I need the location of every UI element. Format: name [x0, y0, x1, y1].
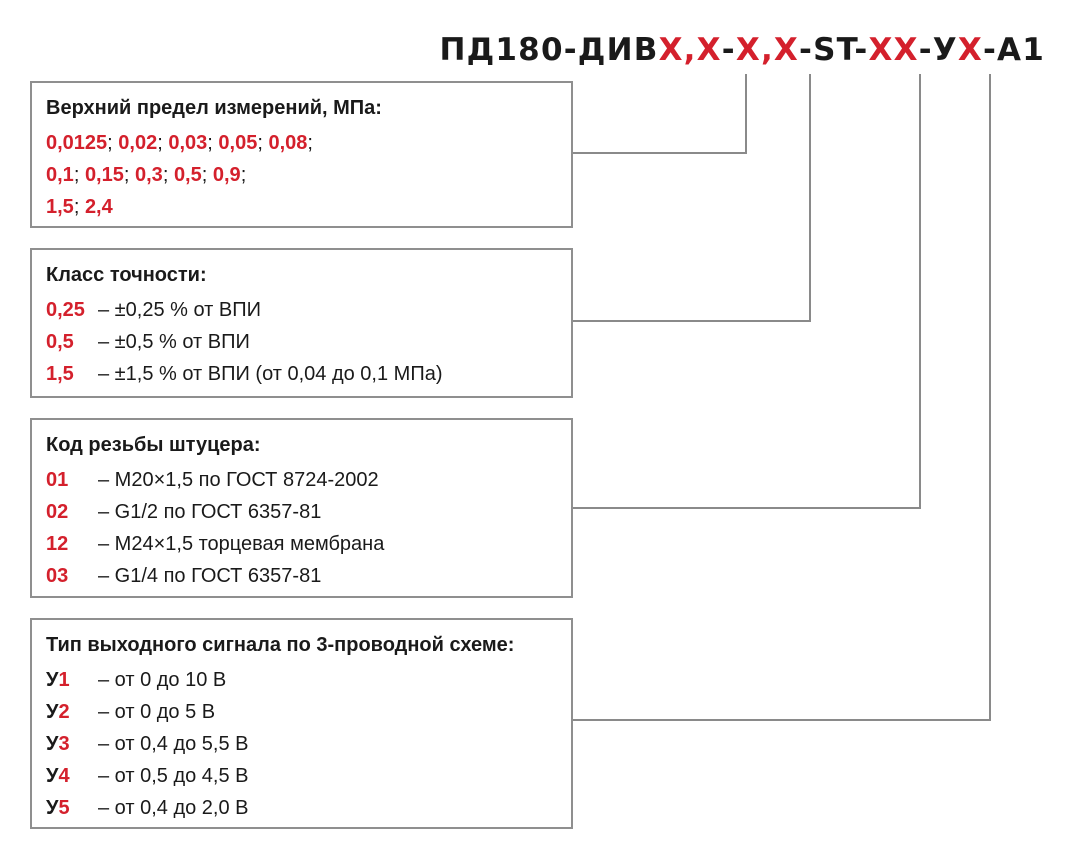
accuracy-item: [46, 294, 557, 326]
range-value: 0,9: [212, 164, 241, 186]
output-item-code: [46, 792, 98, 824]
accuracy-item: [46, 326, 557, 358]
accuracy-item: [46, 358, 557, 390]
range-title: Верхний предел измерений, МПа:: [46, 97, 382, 119]
accuracy-list: [46, 294, 557, 390]
output-item-code: [46, 728, 98, 760]
range-line: [46, 191, 557, 223]
code-placeholder: Х,Х: [735, 32, 800, 68]
range-value: 0,3: [135, 164, 163, 186]
code-placeholder: ХХ: [868, 32, 919, 68]
output-item-code: [46, 760, 98, 792]
thread-list: [46, 464, 557, 592]
output-key: 4: [58, 765, 70, 787]
output-item-desc: – от 0 до 10 В: [98, 669, 227, 691]
range-separator: ;: [123, 164, 135, 186]
output-item-desc: – от 0 до 5 В: [98, 701, 216, 723]
range-value: 2,4: [84, 196, 113, 218]
output-key: 5: [58, 797, 70, 819]
code-fixed: -У: [918, 32, 958, 68]
thread-item: [46, 528, 557, 560]
range-separator: ;: [240, 164, 247, 186]
range-value: 0,0125: [46, 132, 108, 154]
thread-item: [46, 560, 557, 592]
thread-item-desc: – G1/2 по ГОСТ 6357-81: [98, 501, 322, 523]
accuracy-item-desc: – ±0,5 % от ВПИ: [98, 331, 250, 353]
range-line: [46, 127, 557, 159]
output-item: [46, 792, 557, 824]
range-separator: ;: [73, 196, 85, 218]
code-fixed: -А1: [982, 32, 1045, 68]
thread-item-desc: – G1/4 по ГОСТ 6357-81: [98, 565, 322, 587]
range-separator: ;: [201, 164, 213, 186]
output-item-desc: – от 0,4 до 5,5 В: [98, 733, 249, 755]
output-item-code: [46, 696, 98, 728]
range-separator: ;: [207, 132, 219, 154]
range-separator: ;: [107, 132, 119, 154]
range-box: [30, 81, 573, 228]
thread-item: [46, 496, 557, 528]
output-key: 3: [58, 733, 70, 755]
range-separator: ;: [157, 132, 169, 154]
output-item: [46, 760, 557, 792]
accuracy-item-desc: – ±0,25 % от ВПИ: [98, 299, 261, 321]
output-item: [46, 696, 557, 728]
range-value: 0,02: [118, 132, 158, 154]
output-prefix: У: [46, 765, 59, 787]
accuracy-title: Класс точности:: [46, 264, 207, 286]
model-code: [439, 30, 1045, 70]
thread-item: [46, 464, 557, 496]
thread-title: Код резьбы штуцера:: [46, 434, 261, 456]
output-item: [46, 728, 557, 760]
range-separator: ;: [257, 132, 269, 154]
range-value: 0,08: [268, 132, 308, 154]
thread-box: [30, 418, 573, 598]
code-placeholder: Х,Х: [658, 32, 722, 68]
code-fixed: -: [721, 32, 736, 68]
accuracy-item-code: 0,5: [46, 331, 74, 353]
output-item: [46, 664, 557, 696]
output-title: Тип выходного сигнала по 3-проводной схеме:: [46, 634, 515, 656]
code-fixed: -ST-: [799, 32, 869, 68]
output-prefix: У: [46, 669, 59, 691]
thread-item-code: 03: [46, 565, 69, 587]
range-values: [46, 127, 557, 223]
range-separator: ;: [73, 164, 85, 186]
connector-accuracy: [573, 74, 810, 321]
code-fixed: ПД180-ДИВ: [439, 32, 659, 68]
range-value: 0,5: [173, 164, 202, 186]
thread-item-code: 02: [46, 501, 69, 523]
accuracy-item-desc: – ±1,5 % от ВПИ (от 0,04 до 0,1 МПа): [98, 363, 443, 385]
accuracy-item-code: 0,25: [46, 299, 85, 321]
output-box: [30, 618, 573, 829]
code-placeholder: Х: [957, 32, 983, 68]
output-item-desc: – от 0,4 до 2,0 В: [98, 797, 249, 819]
range-value: 0,15: [84, 164, 124, 186]
connector-range: [573, 74, 746, 153]
connector-output: [573, 74, 990, 720]
range-separator: ;: [162, 164, 174, 186]
output-prefix: У: [46, 797, 59, 819]
output-item-desc: – от 0,5 до 4,5 В: [98, 765, 249, 787]
range-value: 0,1: [46, 164, 74, 186]
output-prefix: У: [46, 733, 59, 755]
output-list: [46, 664, 557, 824]
thread-item-desc: – М24×1,5 торцевая мембрана: [98, 533, 385, 555]
thread-item-code: 12: [46, 533, 69, 555]
output-key: 1: [58, 669, 70, 691]
accuracy-box: [30, 248, 573, 398]
output-prefix: У: [46, 701, 59, 723]
range-value: 1,5: [46, 196, 74, 218]
range-value: 0,05: [218, 132, 258, 154]
range-value: 0,03: [168, 132, 208, 154]
accuracy-item-code: 1,5: [46, 363, 74, 385]
thread-item-desc: – М20×1,5 по ГОСТ 8724-2002: [98, 469, 379, 491]
thread-item-code: 01: [46, 469, 69, 491]
range-separator: ;: [307, 132, 313, 154]
output-item-code: [46, 664, 98, 696]
range-line: [46, 159, 557, 191]
output-key: 2: [58, 701, 70, 723]
